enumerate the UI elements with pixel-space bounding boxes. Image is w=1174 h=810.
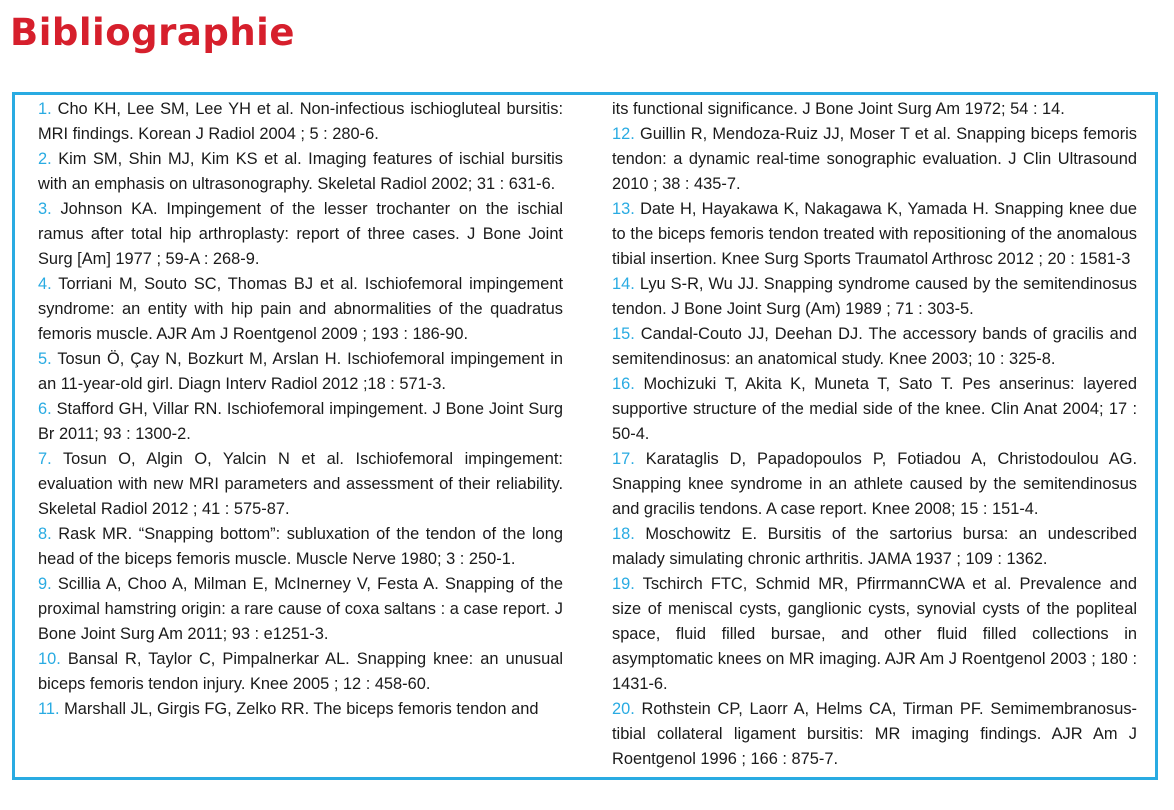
reference-number: 20. <box>612 700 635 718</box>
reference-text: Tschirch FTC, Schmid MR, PfirrmannCWA et al. Prevalence and size of meniscal cysts, ganglionic cysts, synovial cysts of the popliteal space, fluid filled bursae, and other fluid filled collections in asymptomatic knees on MR imaging. AJR Am J Roentgenol 2003 ; 180 : 1431-6. <box>612 575 1137 693</box>
reference-text: Tosun Ö, Çay N, Bozkurt M, Arslan H. Ischiofemoral impingement in an 11-year-old girl. Diagn Interv Radiol 2012 ;18 : 571-3. <box>38 350 563 393</box>
reference-number: 15. <box>612 325 635 343</box>
reference-item <box>612 447 1137 522</box>
reference-number: 7. <box>38 450 52 468</box>
reference-text: Lyu S-R, Wu JJ. Snapping syndrome caused by the semitendinosus tendon. J Bone Joint Surg (Am) 1989 ; 71 : 303-5. <box>612 275 1137 318</box>
reference-text: Cho KH, Lee SM, Lee YH et al. Non-infectious ischiogluteal bursitis: MRI findings. Korean J Radiol 2004 ; 5 : 280-6. <box>38 100 563 143</box>
reference-text: Stafford GH, Villar RN. Ischiofemoral impingement. J Bone Joint Surg Br 2011; 93 : 1300-2. <box>38 400 563 443</box>
reference-text: Candal-Couto JJ, Deehan DJ. The accessory bands of gracilis and semitendinosus: an anatomical study. Knee 2003; 10 : 325-8. <box>612 325 1137 368</box>
reference-item <box>38 397 563 447</box>
reference-text: its functional significance. J Bone Joint Surg Am 1972; 54 : 14. <box>612 100 1065 118</box>
reference-item <box>612 522 1137 572</box>
reference-item <box>38 522 563 572</box>
reference-text: Scillia A, Choo A, Milman E, McInerney V, Festa A. Snapping of the proximal hamstring origin: a rare cause of coxa saltans : a case report. J Bone Joint Surg Am 2011; 93 : e1251-3. <box>38 575 563 643</box>
reference-item <box>38 197 563 272</box>
reference-number: 4. <box>38 275 52 293</box>
reference-number: 3. <box>38 200 52 218</box>
reference-item <box>612 322 1137 372</box>
page-title: Bibliographie <box>10 11 295 54</box>
reference-number: 10. <box>38 650 61 668</box>
bibliography-column-right <box>612 97 1137 772</box>
reference-item <box>612 197 1137 272</box>
reference-item <box>38 97 563 147</box>
reference-text: Rothstein CP, Laorr A, Helms CA, Tirman PF. Semimembranosus-tibial collateral ligament bursitis: MR imaging findings. AJR Am J Roentgenol 1996 ; 166 : 875-7. <box>612 700 1137 768</box>
reference-number: 16. <box>612 375 635 393</box>
reference-number: 14. <box>612 275 635 293</box>
reference-text: Bansal R, Taylor C, Pimpalnerkar AL. Snapping knee: an unusual biceps femoris tendon injury. Knee 2005 ; 12 : 458-60. <box>38 650 563 693</box>
reference-item <box>612 122 1137 197</box>
reference-number: 2. <box>38 150 52 168</box>
reference-text: Moschowitz E. Bursitis of the sartorius bursa: an undescribed malady simulating chronic arthritis. JAMA 1937 ; 109 : 1362. <box>612 525 1137 568</box>
bibliography-column-left <box>38 97 563 722</box>
reference-text: Rask MR. “Snapping bottom”: subluxation of the tendon of the long head of the biceps femoris muscle. Muscle Nerve 1980; 3 : 250-1. <box>38 525 563 568</box>
reference-item-continued <box>612 97 1137 122</box>
reference-item <box>612 272 1137 322</box>
reference-number: 13. <box>612 200 635 218</box>
reference-item <box>612 572 1137 697</box>
reference-text: Date H, Hayakawa K, Nakagawa K, Yamada H. Snapping knee due to the biceps femoris tendon treated with repositioning of the anomalous tibial insertion. Knee Surg Sports Traumatol Arthrosc 2012 ; 20 : 1581-3 <box>612 200 1137 268</box>
reference-text: Mochizuki T, Akita K, Muneta T, Sato T. Pes anserinus: layered supportive structure of the medial side of the knee. Clin Anat 2004; 17 : 50-4. <box>612 375 1137 443</box>
reference-text: Johnson KA. Impingement of the lesser trochanter on the ischial ramus after total hip arthroplasty: report of three cases. J Bone Joint Surg [Am] 1977 ; 59-A : 268-9. <box>38 200 563 268</box>
reference-number: 11. <box>38 700 60 718</box>
reference-number: 9. <box>38 575 52 593</box>
reference-item <box>38 697 563 722</box>
reference-number: 17. <box>612 450 635 468</box>
reference-number: 6. <box>38 400 52 418</box>
reference-text: Karataglis D, Papadopoulos P, Fotiadou A, Christodoulou AG. Snapping knee syndrome in an athlete caused by the semitendinosus and gracilis tendons. A case report. Knee 2008; 15 : 151-4. <box>612 450 1138 518</box>
reference-text: Tosun O, Algin O, Yalcin N et al. Ischiofemoral impingement: evaluation with new MRI parameters and assessment of their reliability. Skeletal Radiol 2012 ; 41 : 575-87. <box>38 450 563 518</box>
reference-item <box>38 447 563 522</box>
reference-item <box>38 272 563 347</box>
reference-item <box>612 372 1137 447</box>
reference-text: Torriani M, Souto SC, Thomas BJ et al. Ischiofemoral impingement syndrome: an entity with hip pain and abnormalities of the quadratus femoris muscle. AJR Am J Roentgenol 2009 ; 193 : 186-90. <box>38 275 563 343</box>
reference-item <box>38 572 563 647</box>
reference-text: Kim SM, Shin MJ, Kim KS et al. Imaging features of ischial bursitis with an emphasis on ultrasonography. Skeletal Radiol 2002; 31 : 631-6. <box>38 150 563 193</box>
reference-item <box>38 347 563 397</box>
reference-number: 18. <box>612 525 635 543</box>
reference-number: 8. <box>38 525 52 543</box>
reference-number: 1. <box>38 100 52 118</box>
reference-number: 19. <box>612 575 635 593</box>
reference-text: Marshall JL, Girgis FG, Zelko RR. The biceps femoris tendon and <box>64 700 539 718</box>
reference-text: Guillin R, Mendoza-Ruiz JJ, Moser T et al. Snapping biceps femoris tendon: a dynamic real-time sonographic evaluation. J Clin Ultrasound 2010 ; 38 : 435-7. <box>612 125 1137 193</box>
reference-number: 5. <box>38 350 52 368</box>
reference-item <box>38 647 563 697</box>
reference-number: 12. <box>612 125 635 143</box>
reference-item <box>612 697 1137 772</box>
reference-item <box>38 147 563 197</box>
